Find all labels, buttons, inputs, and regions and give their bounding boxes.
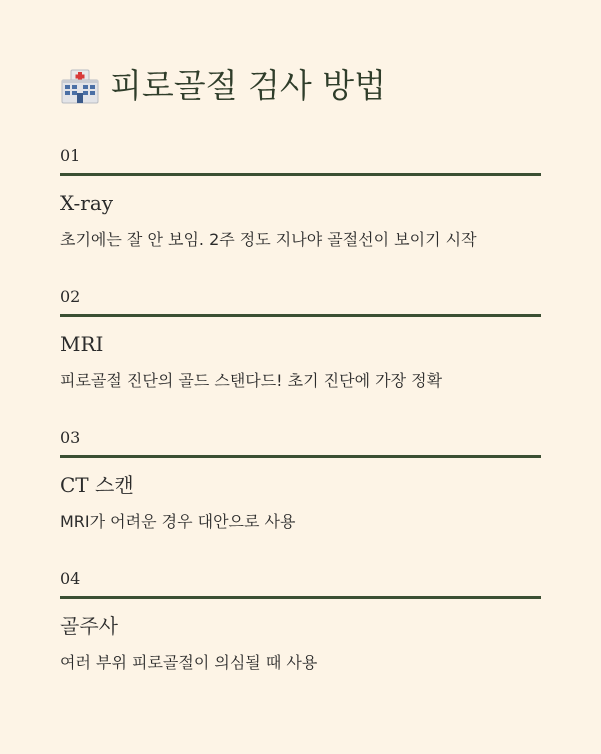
section-description: 피로골절 진단의 골드 스탠다드! 초기 진단에 가장 정확 — [60, 371, 443, 390]
section-heading: X-ray — [60, 191, 114, 215]
page-header — [60, 64, 386, 108]
section-divider — [60, 455, 541, 458]
section-description: 여러 부위 피로골절이 의심될 때 사용 — [60, 653, 318, 672]
section-number: 02 — [60, 287, 81, 306]
section-divider — [60, 596, 541, 599]
hospital-icon — [60, 67, 100, 105]
section-description: 초기에는 잘 안 보임. 2주 정도 지나야 골절선이 보이기 시작 — [60, 230, 477, 249]
section-divider — [60, 314, 541, 317]
section-number: 01 — [60, 146, 81, 165]
section-heading: MRI — [60, 332, 104, 356]
section-number: 03 — [60, 428, 81, 447]
section-description: MRI가 어려운 경우 대안으로 사용 — [60, 512, 296, 531]
section-heading: 골주사 — [60, 614, 118, 638]
section-number: 04 — [60, 569, 81, 588]
page-title: 피로골절 검사 방법 — [110, 66, 387, 105]
section-divider — [60, 173, 541, 176]
section-heading: CT 스캔 — [60, 473, 134, 497]
